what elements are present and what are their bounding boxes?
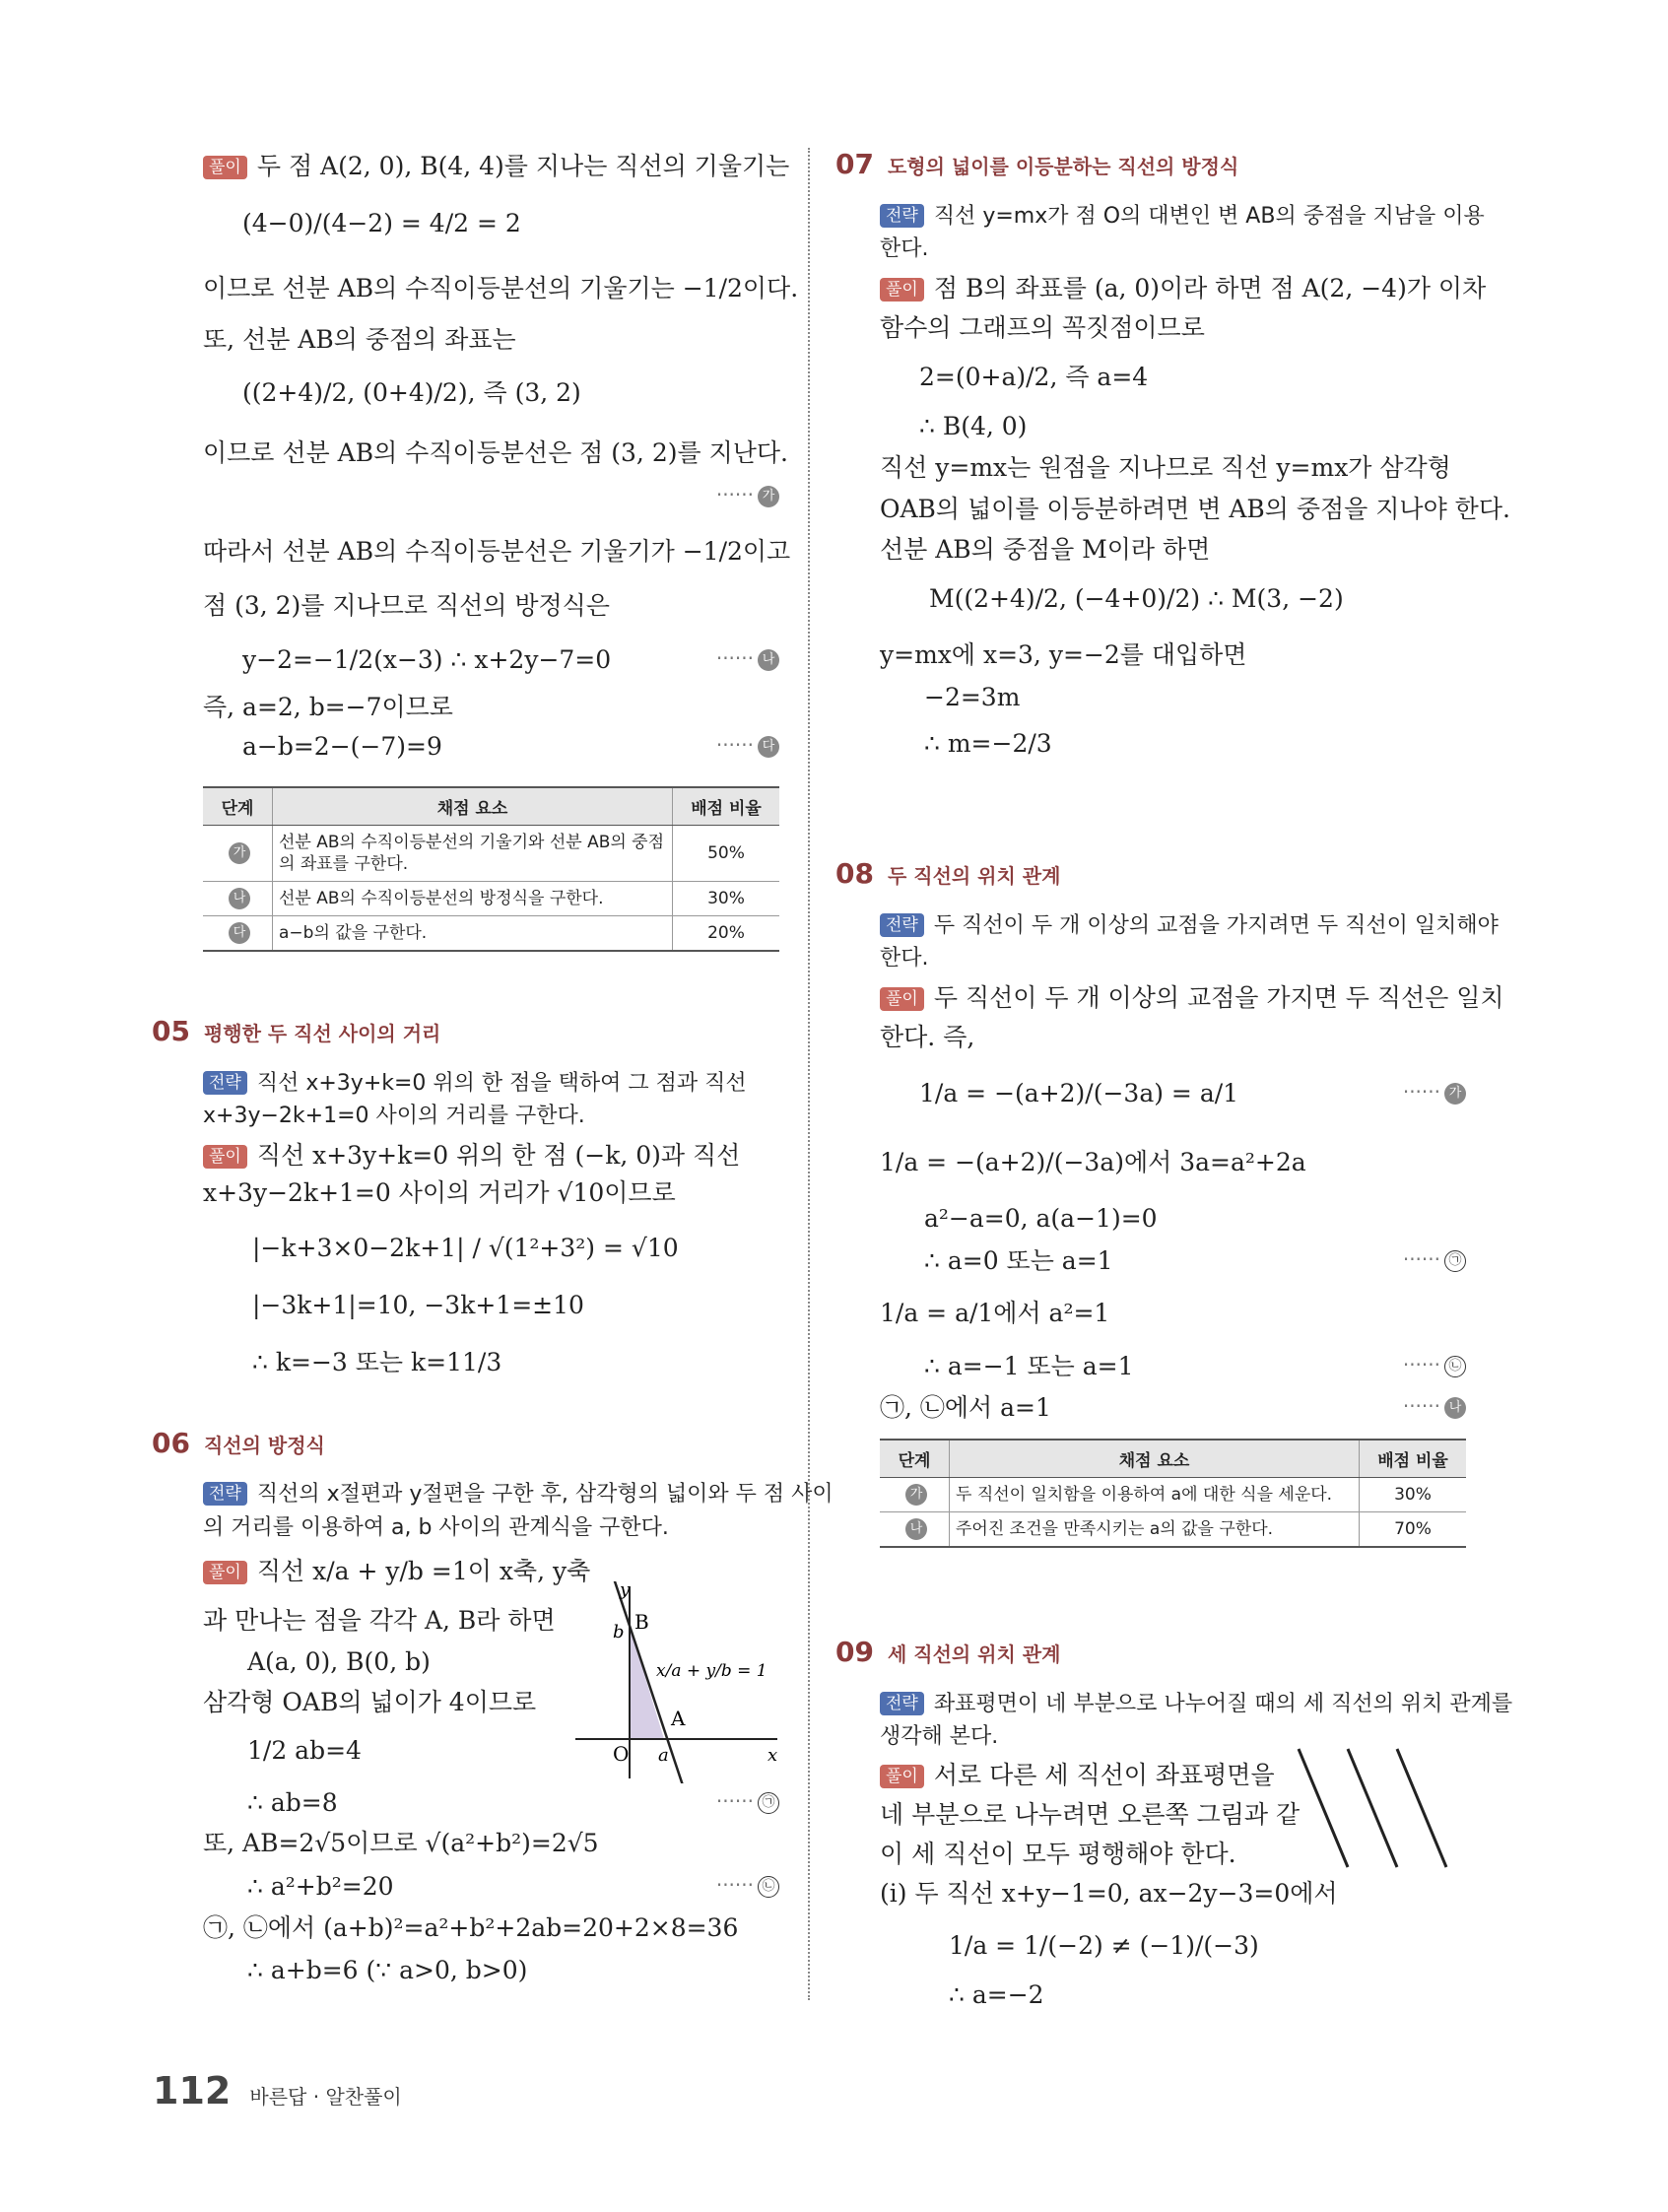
text-line: 또, AB=2√5이므로 √(a²+b²)=2√5: [203, 1829, 599, 1857]
solution-tag: 풀이: [880, 1765, 924, 1788]
text-line: 풀이 두 직선이 두 개 이상의 교점을 가지면 두 직선은 일치: [880, 983, 1504, 1013]
step-marker: ······ ㉠: [716, 1789, 779, 1814]
parallel-line: [1299, 1749, 1348, 1867]
equation: y−2=−1/2(x−3) ∴ x+2y−7=0: [242, 645, 612, 674]
grading-table: 단계 채점 요소 배점 비율 가 두 직선이 일치함을 이용하여 a에 대한 식을 세운다. 30% 나 주어진 조건을 만족시키는 a의 값을 구한다. 70%: [880, 1439, 1466, 1548]
equation: ∴ a²+b²=20: [247, 1872, 394, 1901]
equation: 1/a = 1/(−2) ≠ (−1)/(−3): [949, 1931, 1259, 1960]
equation: 1/a = a/1에서 a²=1: [880, 1299, 1110, 1327]
equation: A(a, 0), B(0, b): [247, 1647, 431, 1676]
section-header: 08 두 직선의 위치 관계: [835, 857, 1061, 890]
step-marker: ······ 가: [716, 483, 779, 507]
strategy-tag: 전략: [203, 1071, 247, 1095]
line-equation-label: x/a + y/b = 1: [656, 1661, 767, 1681]
section-header: 07 도형의 넓이를 이등분하는 직선의 방정식: [835, 148, 1239, 180]
equation: ∴ ab=8: [247, 1788, 338, 1817]
strategy-line: 전략 직선의 x절편과 y절편을 구한 후, 삼각형의 넓이와 두 점 사이: [203, 1480, 834, 1509]
solution-tag: 풀이: [880, 278, 924, 302]
text-line: 함수의 그래프의 꼭짓점이므로: [880, 313, 1205, 342]
grading-table: 단계 채점 요소 배점 비율 가 선분 AB의 수직이등분선의 기울기와 선분 AB의 중점의 좌표를 구한다. 50% 나 선분 AB의 수직이등분선의 방정식을 구한다. 30% 다 a−b의 값을 구한다. 20%: [203, 786, 779, 952]
column-divider: [808, 148, 810, 2000]
equation: 1/a = −(a+2)/(−3a)에서 3a=a²+2a: [880, 1148, 1306, 1176]
equation: |−3k+1|=10, −3k+1=±10: [252, 1291, 584, 1319]
step-marker: ······ 다: [716, 733, 779, 758]
solution-tag: 풀이: [203, 1561, 247, 1584]
step-marker: ······ 가: [1403, 1080, 1466, 1105]
strategy-tag: 전략: [880, 204, 924, 228]
equation: −2=3m: [924, 683, 1021, 711]
strategy-line: x+3y−2k+1=0 사이의 거리를 구한다.: [203, 1104, 585, 1128]
strategy-line: 전략 직선 y=mx가 점 O의 대변인 변 AB의 중점을 지남을 이용: [880, 202, 1485, 232]
strategy-tag: 전략: [203, 1482, 247, 1506]
step-marker: ······ ㉡: [716, 1873, 779, 1898]
strategy-line: 생각해 본다.: [880, 1724, 999, 1749]
equation: a²−a=0, a(a−1)=0: [924, 1204, 1158, 1233]
solution-tag: 풀이: [880, 987, 924, 1011]
equation: ∴ a+b=6 (∵ a>0, b>0): [247, 1956, 528, 1984]
text-line: 네 부분으로 나누려면 오른쪽 그림과 같: [880, 1800, 1301, 1829]
text-line: 한다. 즉,: [880, 1023, 975, 1051]
text-line: 직선 y=mx는 원점을 지나므로 직선 y=mx가 삼각형: [880, 453, 1451, 482]
step-marker: ······ 나: [716, 646, 779, 671]
equation: 1/2 ab=4: [247, 1736, 362, 1765]
step-marker: ······ 나: [1403, 1394, 1466, 1419]
strategy-line: 한다.: [880, 946, 929, 971]
strategy-line: 한다.: [880, 236, 929, 261]
text-line: 과 만나는 점을 각각 A, B라 하면: [203, 1606, 556, 1635]
text-line: x+3y−2k+1=0 사이의 거리가 √10이므로: [203, 1178, 676, 1207]
text-line: (i) 두 직선 x+y−1=0, ax−2y−3=0에서: [880, 1879, 1338, 1908]
page-footer: [153, 2069, 402, 2112]
text-line: 삼각형 OAB의 넓이가 4이므로: [203, 1688, 537, 1716]
equation: ((2+4)/2, (0+4)/2), 즉 (3, 2): [242, 378, 581, 407]
text-line: 이므로 선분 AB의 수직이등분선은 점 (3, 2)를 지난다.: [203, 438, 788, 467]
equation: ∴ a=−1 또는 a=1: [924, 1352, 1134, 1380]
origin-label: O: [613, 1742, 630, 1766]
text-line: 또, 선분 AB의 중점의 좌표는: [203, 325, 516, 354]
strategy-line: 전략 두 직선이 두 개 이상의 교점을 가지려면 두 직선이 일치해야: [880, 911, 1499, 941]
equation: M((2+4)/2, (−4+0)/2) ∴ M(3, −2): [929, 584, 1344, 613]
equation: ∴ a=0 또는 a=1: [924, 1246, 1113, 1275]
table-row: 나 선분 AB의 수직이등분선의 방정식을 구한다. 30%: [203, 882, 779, 916]
section-header: 05 평행한 두 직선 사이의 거리: [152, 1015, 441, 1047]
table-row: 다 a−b의 값을 구한다. 20%: [203, 916, 779, 952]
strategy-line: 전략 직선 x+3y+k=0 위의 한 점을 택하여 그 점과 직선: [203, 1069, 747, 1099]
x-axis-label: x: [767, 1745, 778, 1766]
text-line: 선분 AB의 중점을 M이라 하면: [880, 535, 1211, 564]
text-line: 따라서 선분 AB의 수직이등분선은 기울기가 −1/2이고: [203, 537, 791, 566]
step-marker: ······ ㉠: [1403, 1247, 1466, 1272]
strategy-line: 의 거리를 이용하여 a, b 사이의 관계식을 구한다.: [203, 1515, 669, 1540]
y-axis-label: y: [620, 1581, 631, 1600]
a-label: a: [658, 1745, 669, 1766]
text-line: OAB의 넓이를 이등분하려면 변 AB의 중점을 지나야 한다.: [880, 495, 1510, 523]
parallel-line: [1397, 1749, 1446, 1867]
solution-tag: 풀이: [203, 156, 247, 179]
equation: ∴ m=−2/3: [924, 729, 1052, 758]
page-number: 112: [153, 2069, 232, 2112]
solution-tag: 풀이: [203, 1145, 247, 1169]
equation: 1/a = −(a+2)/(−3a) = a/1: [919, 1079, 1239, 1107]
text-line: 풀이 점 B의 좌표를 (a, 0)이라 하면 점 A(2, −4)가 이차: [880, 274, 1486, 303]
step-marker: ······ ㉡: [1403, 1353, 1466, 1377]
equation: ∴ B(4, 0): [919, 412, 1028, 440]
equation: |−k+3×0−2k+1| / √(1²+3²) = √10: [252, 1234, 679, 1262]
text-line: 풀이 서로 다른 세 직선이 좌표평면을: [880, 1761, 1275, 1790]
text-line: 풀이 두 점 A(2, 0), B(4, 4)를 지나는 직선의 기울기는: [203, 152, 789, 181]
parallel-line: [1348, 1749, 1397, 1867]
b-label: b: [613, 1622, 625, 1642]
equation: ∴ k=−3 또는 k=11/3: [252, 1348, 502, 1376]
text-line: 풀이 직선 x/a + y/b =1이 x축, y축: [203, 1557, 590, 1586]
table-row: 가 두 직선이 일치함을 이용하여 a에 대한 식을 세운다. 30%: [880, 1478, 1466, 1512]
strategy-line: 전략 좌표평면이 네 부분으로 나누어질 때의 세 직선의 위치 관계를: [880, 1690, 1512, 1719]
text-line: 이므로 선분 AB의 수직이등분선의 기울기는 −1/2이다.: [203, 274, 799, 302]
section-header: 06 직선의 방정식: [152, 1427, 325, 1459]
text-line: 점 (3, 2)를 지나므로 직선의 방정식은: [203, 591, 610, 620]
text-line: y=mx에 x=3, y=−2를 대입하면: [880, 640, 1247, 669]
point-a-label: A: [671, 1707, 686, 1730]
equation: ㉠, ㉡에서 a=1: [880, 1393, 1051, 1422]
section-header: 09 세 직선의 위치 관계: [835, 1636, 1061, 1668]
line-graph-figure: [575, 1581, 782, 1783]
strategy-tag: 전략: [880, 913, 924, 937]
table-row: 가 선분 AB의 수직이등분선의 기울기와 선분 AB의 중점의 좌표를 구한다. 50%: [203, 826, 779, 882]
equation: a−b=2−(−7)=9: [242, 732, 442, 761]
text-line: ㉠, ㉡에서 (a+b)²=a²+b²+2ab=20+2×8=36: [203, 1913, 739, 1942]
text-line: 즉, a=2, b=−7이므로: [203, 693, 453, 721]
footer-label: 바른답 · 알찬풀이: [249, 2085, 402, 2109]
equation: ∴ a=−2: [949, 1980, 1044, 2009]
strategy-tag: 전략: [880, 1692, 924, 1715]
equation: (4−0)/(4−2) = 4/2 = 2: [242, 209, 521, 237]
text-line: 풀이 직선 x+3y+k=0 위의 한 점 (−k, 0)과 직선: [203, 1141, 740, 1171]
equation: 2=(0+a)/2, 즉 a=4: [919, 363, 1149, 391]
text-line: 이 세 직선이 모두 평행해야 한다.: [880, 1840, 1236, 1868]
table-row: 나 주어진 조건을 만족시키는 a의 값을 구한다. 70%: [880, 1512, 1466, 1548]
parallel-lines-figure: [1294, 1744, 1461, 1872]
point-b-label: B: [634, 1610, 649, 1634]
